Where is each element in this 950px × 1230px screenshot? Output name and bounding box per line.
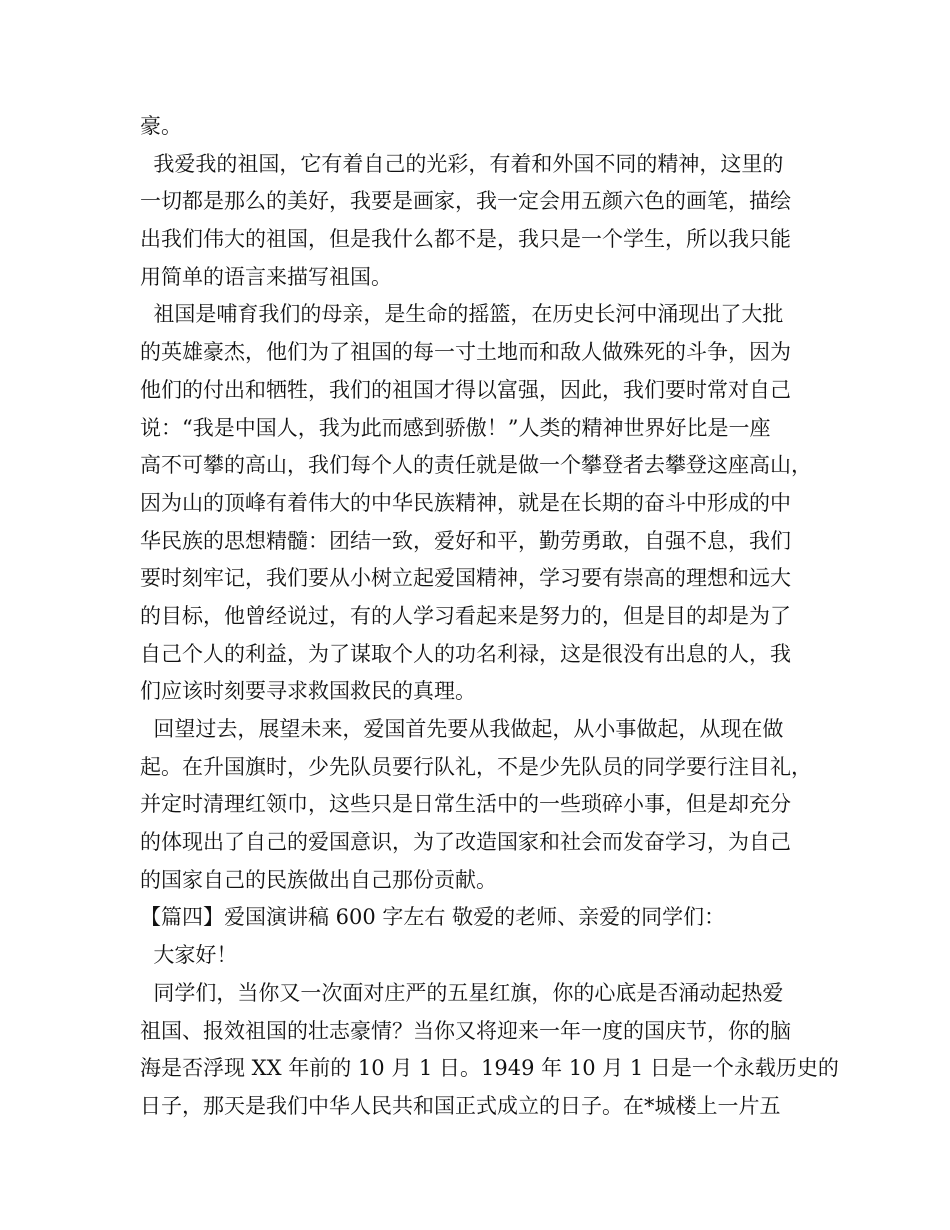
text-line: 因为山的顶峰有着伟大的中华民族精神，就是在长期的奋斗中形成的中 — [140, 490, 791, 515]
text-line: 大家好！ — [140, 943, 238, 968]
text-line: 说：“我是中国人，我为此而感到骄傲！”人类的精神世界好比是一座 — [140, 415, 771, 440]
text-line: 出我们伟大的祖国，但是我什么都不是，我只是一个学生，所以我只能 — [140, 227, 791, 252]
text-line: 的国家自己的民族做出自己那份贡献。 — [140, 867, 497, 892]
text-line: 的英雄豪杰，他们为了祖国的每一寸土地而和敌人做殊死的斗争，因为 — [140, 340, 791, 365]
text-line: 海是否浮现 XX 年前的 10 月 1 日。1949 年 10 月 1 日是一个永载历史的 — [140, 1056, 839, 1081]
text-line: 们应该时刻要寻求救国救民的真理。 — [140, 679, 476, 704]
text-line: 的体现出了自己的爱国意识，为了改造国家和社会而发奋学习，为自己 — [140, 830, 791, 855]
text-line: 他们的付出和牺牲，我们的祖国才得以富强，因此，我们要时常对自己 — [140, 377, 791, 402]
text-line: 祖国、报效祖国的壮志豪情？当你又将迎来一年一度的国庆节，你的脑 — [140, 1018, 791, 1043]
text-line: 豪。 — [140, 114, 182, 138]
text-line: 的目标，他曾经说过，有的人学习看起来是努力的，但是目的却是为了 — [140, 603, 791, 628]
text-line: 同学们，当你又一次面对庄严的五星红旗，你的心底是否涌动起热爱 — [140, 980, 784, 1005]
text-line: 用简单的语言来描写祖国。 — [140, 264, 392, 289]
text-line: 要时刻牢记，我们要从小树立起爱国精神，学习要有崇高的理想和远大 — [140, 566, 791, 591]
text-line: 回望过去，展望未来，爱国首先要从我做起，从小事做起，从现在做 — [140, 717, 784, 741]
text-line: 我爱我的祖国，它有着自己的光彩，有着和外国不同的精神，这里的 — [140, 151, 784, 176]
text-line: 祖国是哺育我们的母亲，是生命的摇篮，在历史长河中涌现出了大批 — [140, 302, 784, 327]
text-line: 并定时清理红领巾，这些只是日常生活中的一些琐碎小事，但是却充分 — [140, 792, 791, 817]
section-heading: 【篇四】爱国演讲稿 600 字左右 敬爱的老师、亲爱的同学们： — [140, 905, 726, 930]
text-line: 日子，那天是我们中华人民共和国正式成立的日子。在*城楼上一片五 — [140, 1093, 781, 1118]
document-body — [140, 108, 839, 1126]
text-line: 一切都是那么的美好，我要是画家，我一定会用五颜六色的画笔，描绘 — [140, 189, 791, 214]
text-line: 华民族的思想精髓：团结一致，爱好和平，勤劳勇敢，自强不息，我们 — [140, 528, 791, 553]
text-line: 自己个人的利益，为了谋取个人的功名利禄，这是很没有出息的人，我 — [140, 641, 791, 666]
text-line: 起。在升国旗时，少先队员要行队礼，不是少先队员的同学要行注目礼， — [140, 754, 812, 779]
text-line: 高不可攀的高山，我们每个人的责任就是做一个攀登者去攀登这座高山， — [140, 453, 812, 478]
